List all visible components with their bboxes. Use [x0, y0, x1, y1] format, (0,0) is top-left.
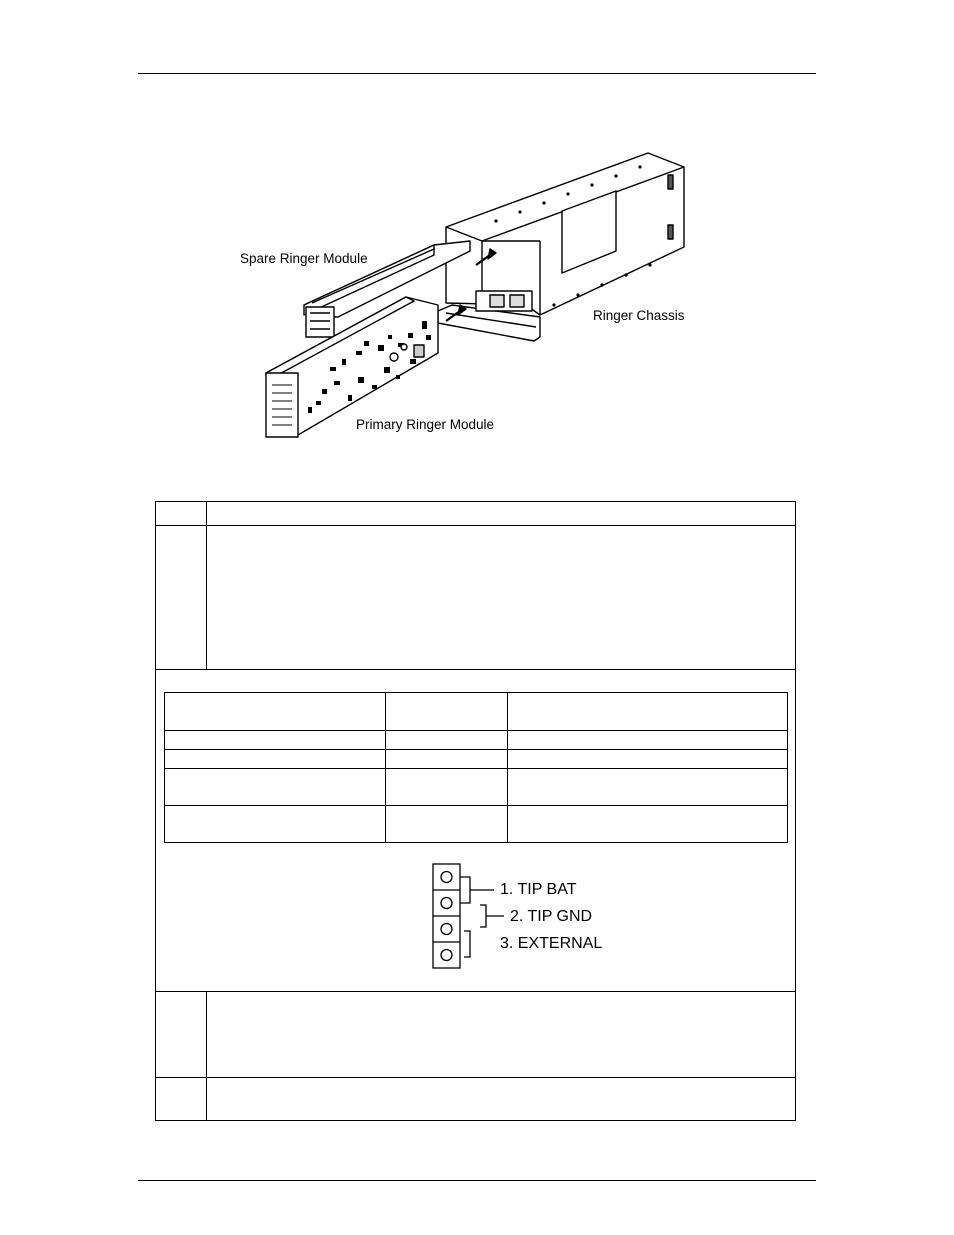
jumper-label-tip-bat: 1. TIP BAT	[500, 881, 577, 898]
table-row	[165, 750, 788, 769]
table-row	[165, 806, 788, 843]
ringer-chassis-callout: Ringer Chassis	[593, 308, 685, 323]
header-rule	[138, 73, 816, 74]
table-row	[165, 731, 788, 750]
jumper-label-external: 3. EXTERNAL	[500, 935, 603, 952]
footer-rule	[138, 1180, 816, 1181]
step-3-row-divider	[155, 1077, 796, 1078]
jumper-label-tip-gnd: 2. TIP GND	[510, 908, 593, 925]
table-row	[165, 769, 788, 806]
jumper-row-divider	[155, 991, 796, 992]
table-row	[165, 693, 788, 731]
step-1-row-divider	[155, 669, 796, 670]
jumper-diagram	[430, 860, 610, 972]
spare-ringer-module-callout: Spare Ringer Module	[240, 251, 368, 266]
ringer-chassis-figure	[238, 145, 700, 445]
primary-ringer-module-callout: Primary Ringer Module	[356, 417, 495, 432]
settings-table	[164, 692, 788, 843]
step-column-divider-lower	[206, 991, 207, 1121]
ringer-chassis-illustration	[238, 145, 700, 445]
header-row-divider	[155, 525, 796, 526]
step-column-divider	[206, 501, 207, 669]
